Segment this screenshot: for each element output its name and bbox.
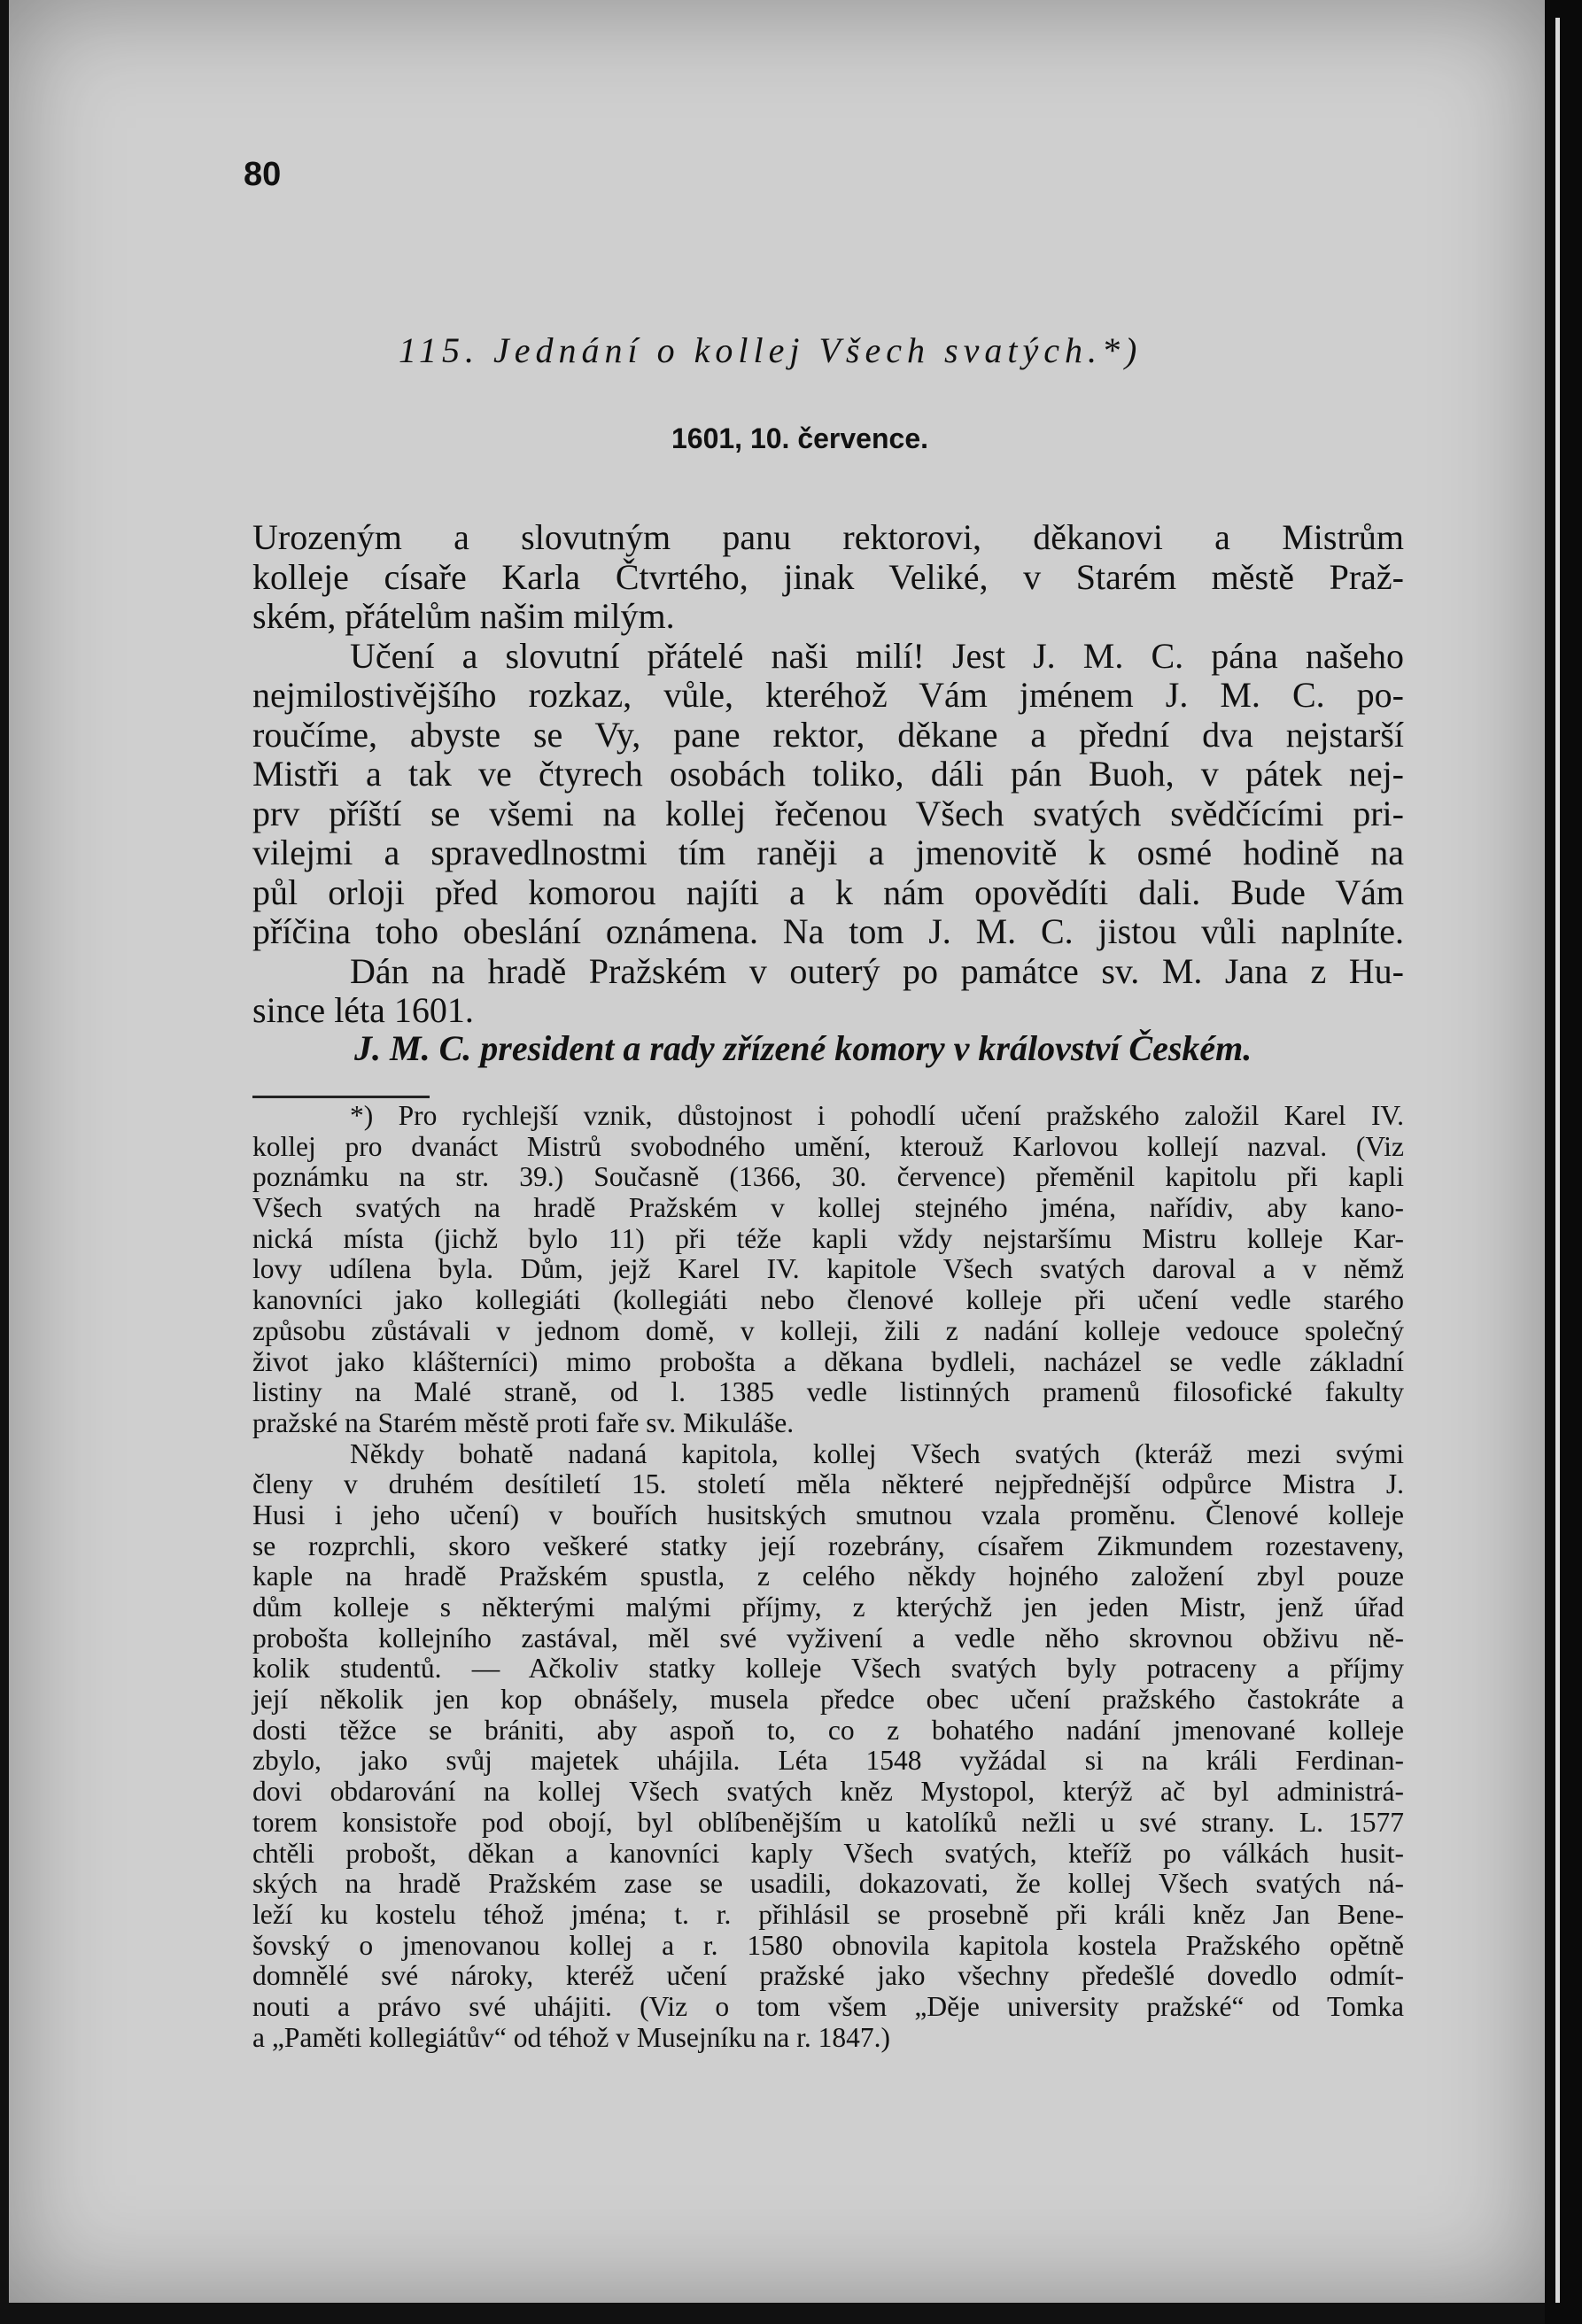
letter-line: since léta 1601. [252, 990, 474, 1030]
footnote-line: Husi i jeho učení) v bouřích husitských smutnou vzala proměnu. Členové kolleje [252, 1499, 1404, 1530]
footnote-line: Všech svatých na hradě Pražském v kollej stejného jména, nařídiv, aby kano- [252, 1192, 1404, 1224]
footnote-line: pražské na Starém městě proti faře sv. Mikuláše. [252, 1406, 795, 1438]
footnote-rule [252, 1096, 430, 1098]
footnote-line: dům kolleje s některými malými příjmy, z kterýchž jen jeden Mistr, jenž úřad [252, 1592, 1404, 1623]
footnote-line: kolik studentů. — Ačkoliv statky kolleje Všech svatých byly potraceny a příjmy [252, 1653, 1404, 1685]
footnote-line: Někdy bohatě nadaná kapitola, kollej Všech svatých (kteráž mezi svými [350, 1437, 1404, 1469]
footnote-line: poznámku na str. 39.) Současně (1366, 30. července) přeměnil kapitolu při kapli [252, 1161, 1404, 1193]
letter-line: ském, přátelům našim milým. [252, 596, 675, 636]
letter-line: Mistři a tak ve čtyrech osobách toliko, dáli pán Buoh, v pátek nej- [252, 754, 1404, 794]
footnote-line: domnělé své nároky, kteréž učení pražské jako všechny předešlé dovedlo odmít- [252, 1960, 1404, 1992]
letter-line: vilejmi a spravedlnostmi tím raněji a jmenovitě k osmé hodině na [252, 833, 1404, 872]
footnote-line: život jako klášterníci) mimo proboštа a děkana bydleli, nacházel se vedle základní [252, 1345, 1404, 1377]
footnote-line: se rozprchli, skoro veškeré statky její rozebrány, císařem Zikmundem rozestaveny, [252, 1530, 1404, 1561]
footnote-line: chtěli probošt, děkan a kanovníci kaply Všech svatých, kteříž po válkách husit- [252, 1837, 1404, 1869]
footnote-line: *) Pro rychlejší vznik, důstojnost i pohodlí učení pražského založil Karel IV. [350, 1100, 1404, 1131]
footnote-line: její několik jen kop obnášely, musela předce obec učení pražského častokráte a [252, 1684, 1404, 1716]
footnote-line: kanovníci jako kollegiáti (kollegiáti nebo členové kolleje při učení vedle starého [252, 1284, 1404, 1316]
scan-edge [1545, 0, 1582, 2324]
footnote-line: nická místa (jichž bylo 11) při téže kapli vždy nejstaršímu Mistru kolleje Kar- [252, 1222, 1404, 1254]
footnote-line: torem konsistoře pod obojí, byl oblíbenějším u katolíků nežli u své strany. L. 1577 [252, 1806, 1404, 1838]
footnote-line: nouti a právo své uhájiti. (Viz o tom všem „Děje university pražské“ od Tomka [252, 1990, 1404, 2022]
letter-line: půl orloji před komorou najíti a k nám opovědíti dali. Bude Vám [252, 872, 1404, 912]
letter-body [252, 518, 1404, 1031]
letter-line: Urozeným a slovutným panu rektorovi, děkanovi a Mistrům [252, 517, 1404, 557]
footnote [252, 1101, 1404, 2053]
letter-line: Dán na hradě Pražském v outerý po památce sv. M. Jana z Hu- [350, 950, 1404, 991]
footnote-line: způsobu zůstávali v jednom domě, v kolleji, žili z nadání kolleje vedouce společný [252, 1314, 1404, 1346]
signature: J. M. C. president a rady zřízené komory v království Českém. [354, 1028, 1252, 1068]
document-title: 115. Jednání o kollej Všech svatých.*) [399, 330, 1143, 370]
footnote-line: šovský o jmenovanou kollej a r. 1580 obnovila kapitola kostela Pražského opětně [252, 1929, 1404, 1961]
footnote-line: zbylo, jako svůj majetek uhájila. Léta 1548 vyžádal si na králi Ferdinan- [252, 1745, 1404, 1777]
footnote-line: listiny na Malé straně, od l. 1385 vedle listinných pramenů filosofické fakulty [252, 1376, 1404, 1408]
page-number: 80 [244, 156, 282, 193]
footnote-line: ských na hradě Pražském zase se usadili, dokazovati, že kollej Všech svatých ná- [252, 1868, 1404, 1900]
footnote-line: dosti těžce se brániti, aby aspoň to, co z bohatého nadání jmenované kolleje [252, 1714, 1404, 1746]
scanned-page [9, 0, 1545, 2303]
letter-line: příčina toho obeslání oznámena. Na tom J. M. C. jistou vůli naplníte. [252, 911, 1404, 951]
footnote-line: lovy udílena byla. Dům, jejž Karel IV. kapitole Všech svatých daroval a v němž [252, 1253, 1404, 1285]
footnote-line: a „Paměti kollegiátův“ od téhož v Musejníku na r. 1847.) [252, 2021, 890, 2053]
footnote-line: kollej pro dvanáct Mistrů svobodného umění, kterouž Karlovou kollejí nazval. (Viz [252, 1130, 1404, 1162]
letter-line: nejmilostivějšího rozkaz, vůle, kteréhož Vám jménem J. M. C. po- [252, 675, 1404, 715]
letter-line: kolleje císaře Karla Čtvrtého, jinak Veliké, v Starém městě Praž- [252, 556, 1404, 597]
letter-line: roučíme, abyste se Vy, pane rektor, děkane a přední dva nejstarší [252, 714, 1404, 755]
footnote-line: dovi obdarování na kollej Všech svatých kněz Mystopol, kterýž ač byl administrá- [252, 1776, 1404, 1808]
footnote-line: leží ku kostelu téhož jména; t. r. přihlásil se prosebně při králi kněz Jan Bene- [252, 1898, 1404, 1930]
footnote-line: kaple na hradě Pražském spustla, z celého někdy hojného založení zbyl pouze [252, 1561, 1404, 1592]
document-date: 1601, 10. července. [671, 422, 928, 454]
letter-line: Učení a slovutní přátelé naši milí! Jest J. M. C. pána našeho [350, 635, 1404, 676]
letter-line: prv příští se všemi na kollej řečenou Všech svatých svědčícími pri- [252, 793, 1404, 833]
footnote-line: probošta kollejního zastával, měl své vyživení a vedle něho skrovnou obživu ně- [252, 1622, 1404, 1654]
footnote-line: členy v druhém desítiletí 15. století měla některé nejpřednější odpůrce Mistra J. [252, 1468, 1404, 1500]
